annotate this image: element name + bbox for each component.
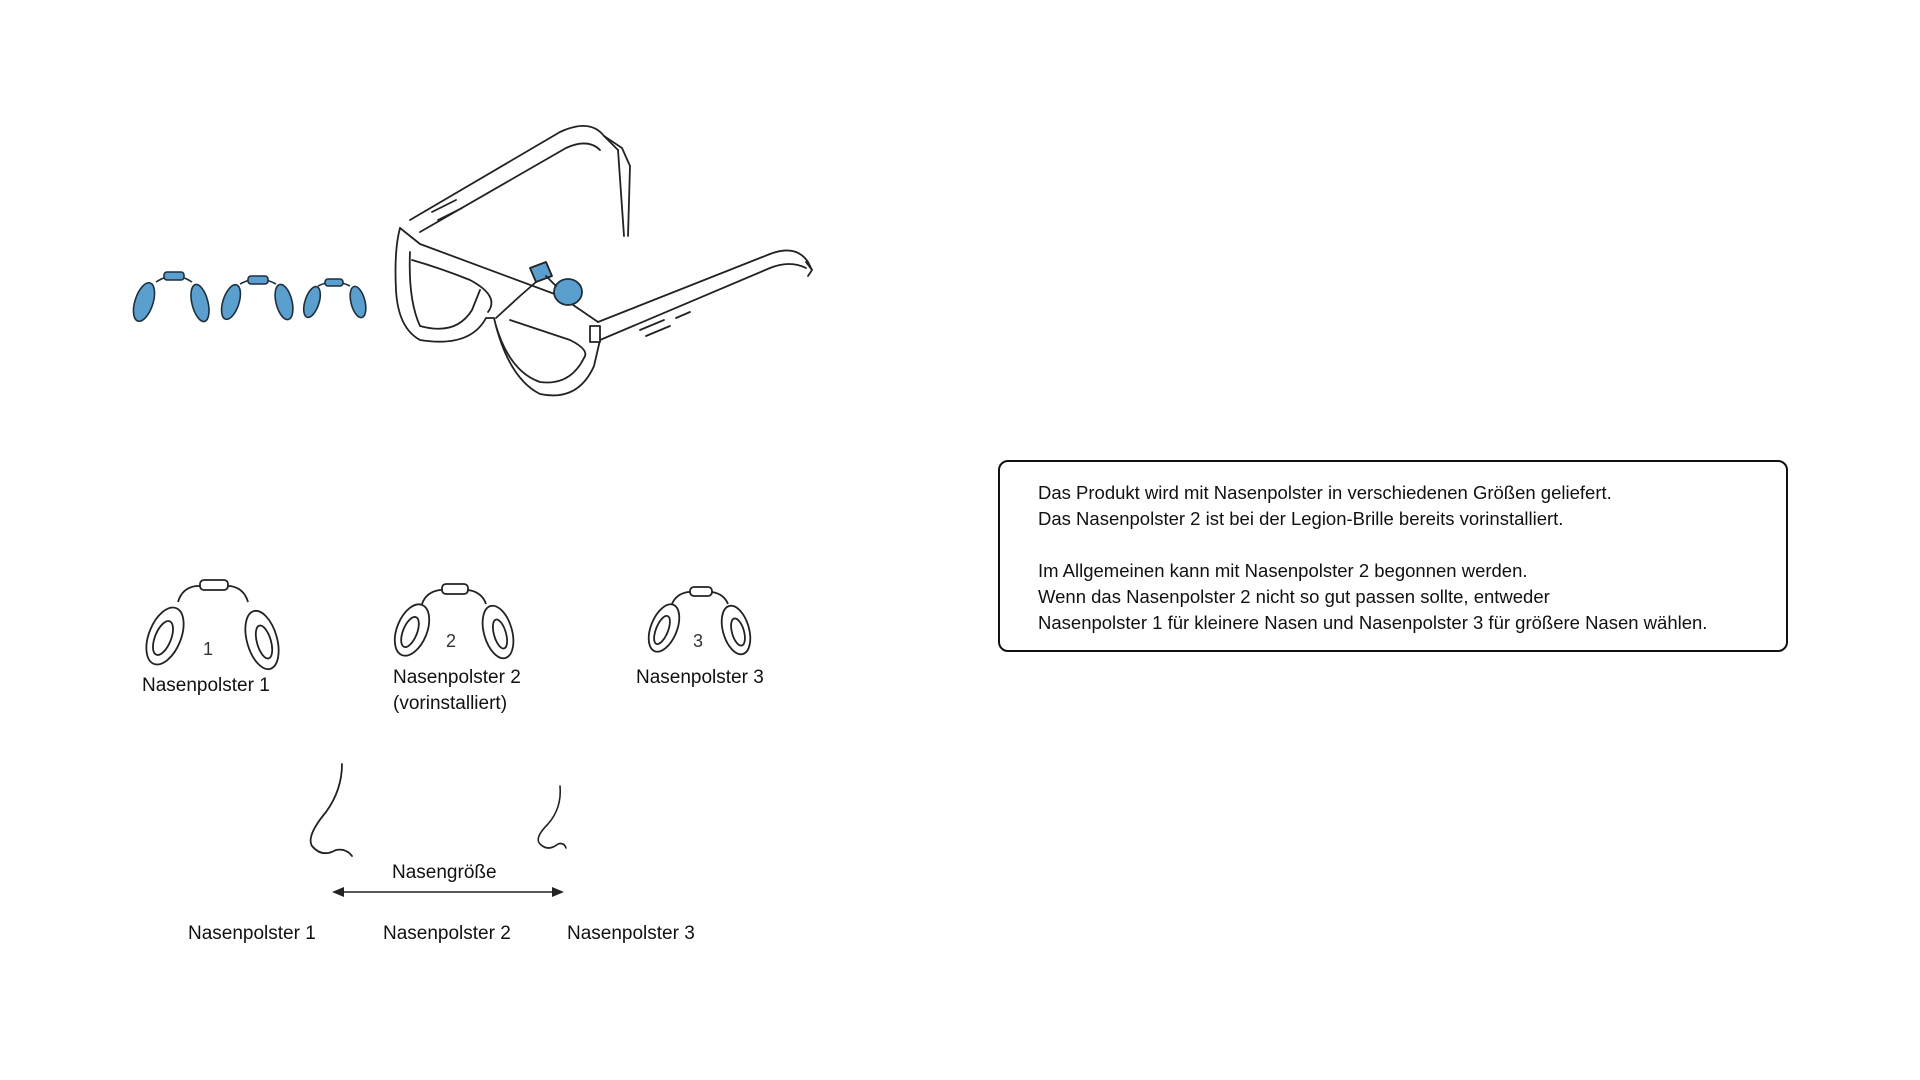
nose-size-axis-label: Nasengröße — [392, 862, 497, 883]
info-line: Das Produkt wird mit Nasenpolster in verschiedenen Größen geliefert. — [1038, 482, 1612, 503]
nose-size-arrow — [0, 0, 1, 1]
nose-pad-1-number: 1 — [203, 639, 214, 659]
info-line: Das Nasenpolster 2 ist bei der Legion-Brille bereits vorinstalliert. — [1038, 508, 1564, 529]
nose-pad-1-label: Nasenpolster 1 — [142, 675, 270, 696]
info-line: Wenn das Nasenpolster 2 nicht so gut passen sollte, entweder — [1038, 586, 1550, 607]
nose-pad-2-label: Nasenpolster 2 — [393, 667, 521, 688]
scale-tick-nose-pad-1: Nasenpolster 1 — [188, 923, 316, 944]
scale-tick-nose-pad-2: Nasenpolster 2 — [383, 923, 511, 944]
info-line: Im Allgemeinen kann mit Nasenpolster 2 begonnen werden. — [1038, 560, 1528, 581]
scale-tick-nose-pad-3: Nasenpolster 3 — [567, 923, 695, 944]
info-line: Nasenpolster 1 für kleinere Nasen und Nasenpolster 3 für größere Nasen wählen. — [1038, 612, 1708, 633]
info-box — [998, 460, 1788, 652]
nose-pad-2-sublabel: (vorinstalliert) — [393, 693, 508, 714]
nose-pad-2-number: 2 — [446, 631, 457, 651]
nose-pad-3-number: 3 — [693, 631, 704, 651]
nose-pad-3-label: Nasenpolster 3 — [636, 667, 764, 688]
